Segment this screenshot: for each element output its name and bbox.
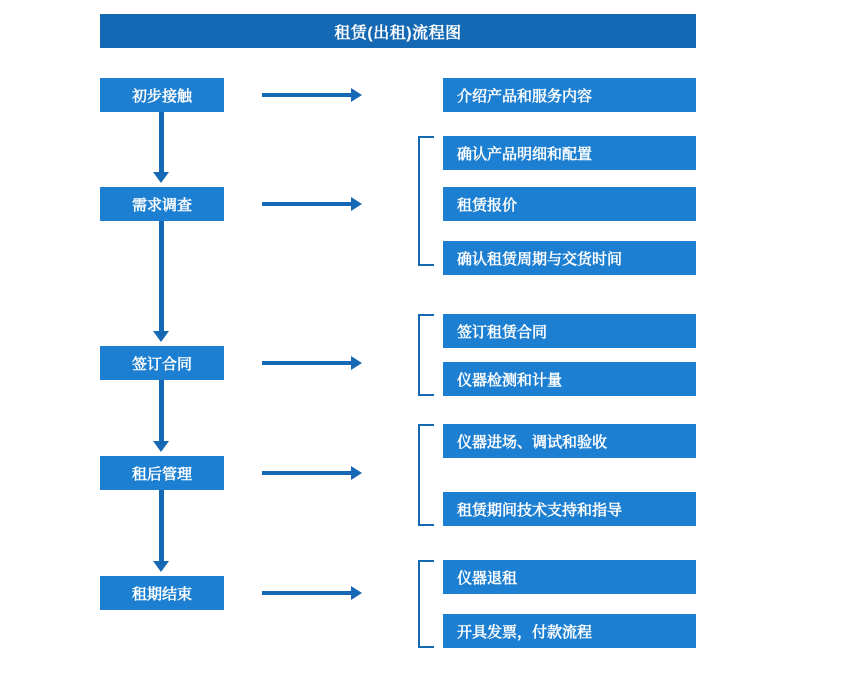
detail-box-3[interactable]: 租赁报价: [443, 187, 696, 221]
page-title: 租赁(出租)流程图: [100, 14, 696, 48]
connector-stage2-stage3: [159, 221, 164, 331]
stage-box-1[interactable]: 初步接触: [100, 78, 224, 112]
arrow-stage3-to-details: [262, 356, 362, 370]
detail-box-6[interactable]: 仪器检测和计量: [443, 362, 696, 396]
bracket-group-2: [418, 136, 434, 266]
bracket-group-3: [418, 314, 434, 396]
arrow-stage1-to-details: [262, 88, 362, 102]
arrow-stage2-to-details: [262, 197, 362, 211]
detail-box-10[interactable]: 开具发票，付款流程: [443, 614, 696, 648]
detail-box-4[interactable]: 确认租赁周期与交货时间: [443, 241, 696, 275]
detail-box-8[interactable]: 租赁期间技术支持和指导: [443, 492, 696, 526]
stage-box-5[interactable]: 租期结束: [100, 576, 224, 610]
arrow-stage4-to-details: [262, 466, 362, 480]
detail-box-7[interactable]: 仪器进场、调试和验收: [443, 424, 696, 458]
connector-stage4-stage5: [159, 490, 164, 561]
bracket-group-5: [418, 560, 434, 648]
connector-stage2-stage3-arrowhead: [153, 331, 169, 342]
detail-box-1[interactable]: 介绍产品和服务内容: [443, 78, 696, 112]
connector-stage3-stage4-arrowhead: [153, 441, 169, 452]
detail-box-9[interactable]: 仪器退租: [443, 560, 696, 594]
connector-stage1-stage2: [159, 112, 164, 172]
connector-stage4-stage5-arrowhead: [153, 561, 169, 572]
connector-stage1-stage2-arrowhead: [153, 172, 169, 183]
detail-box-2[interactable]: 确认产品明细和配置: [443, 136, 696, 170]
bracket-group-4: [418, 424, 434, 526]
stage-box-2[interactable]: 需求调查: [100, 187, 224, 221]
stage-box-3[interactable]: 签订合同: [100, 346, 224, 380]
stage-box-4[interactable]: 租后管理: [100, 456, 224, 490]
connector-stage3-stage4: [159, 380, 164, 441]
detail-box-5[interactable]: 签订租赁合同: [443, 314, 696, 348]
arrow-stage5-to-details: [262, 586, 362, 600]
